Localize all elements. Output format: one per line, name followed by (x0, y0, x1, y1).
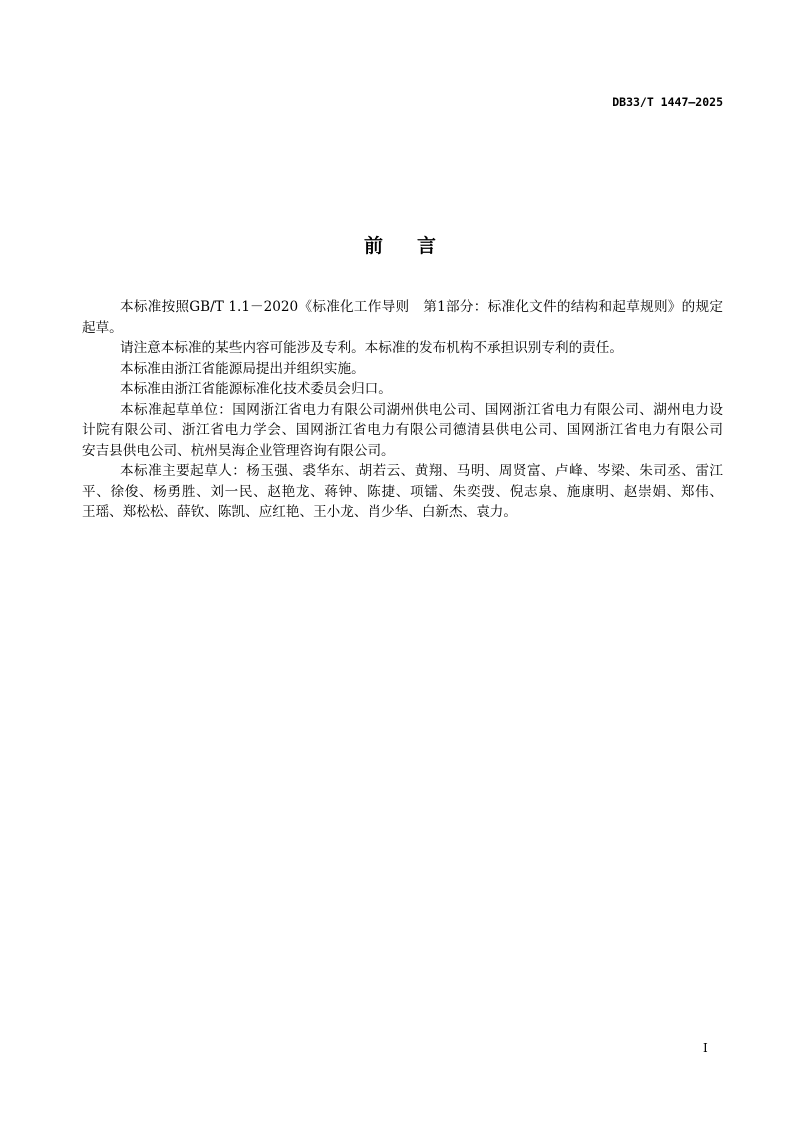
page-number: I (703, 1041, 708, 1055)
text-line: 请注意本标准的某些内容可能涉及专利。本标准的发布机构不承担识别专利的责任。 (120, 340, 623, 356)
title-char: 言 (417, 235, 437, 257)
text-line: 起草。 (82, 319, 123, 336)
text-line: 本标准由浙江省能源局提出并组织实施。 (120, 360, 365, 377)
text-line: 平、徐俊、杨勇胜、刘一民、赵艳龙、蒋钟、陈捷、项镭、朱奕弢、倪志泉、施康明、赵崇娟、郑伟、 (82, 483, 723, 500)
title-char: 前 (363, 235, 383, 257)
page-title (0, 231, 800, 258)
text-line: 安吉县供电公司、杭州昊海企业管理咨询有限公司。 (82, 442, 395, 459)
standard-code: DB33/T 1447—2025 (612, 95, 723, 109)
text-line: 计院有限公司、浙江省电力学会、国网浙江省电力有限公司德清县供电公司、国网浙江省电力有限公司 (82, 422, 723, 438)
foreword-body (82, 297, 723, 523)
text-line: 本标准由浙江省能源标准化技术委员会归口。 (120, 381, 392, 397)
text-line: 王瑶、郑松松、薛钦、陈凯、应红艳、王小龙、肖少华、白新杰、袁力。 (82, 504, 517, 520)
text-line: 本标准主要起草人：杨玉强、裘华东、胡若云、黄翔、马明、周贤富、卢峰、岑梁、朱司丞、雷江 (120, 463, 723, 479)
text-line: 本标准起草单位：国网浙江省电力有限公司湖州供电公司、国网浙江省电力有限公司、湖州电力设 (120, 401, 723, 418)
text-line: 本标准按照GB/T 1.1－2020《标准化工作导则 第1部分：标准化文件的结构和起草规则》的规定 (120, 299, 723, 315)
